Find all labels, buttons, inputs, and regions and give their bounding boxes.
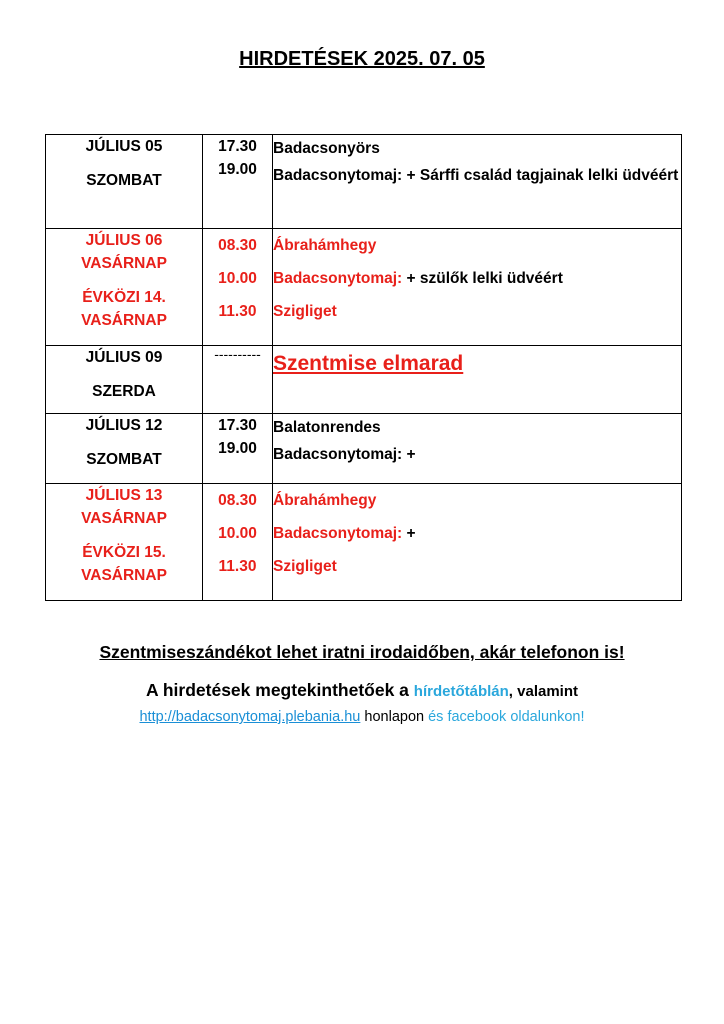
mass-time: 10.00 (218, 525, 257, 542)
place-name: Badacsonytomaj: (273, 446, 403, 463)
times-cell (203, 229, 273, 346)
places-cell (273, 229, 682, 346)
web-notice: http://badacsonytomaj.plebania.hu honlapon és facebook oldalunkon! (139, 709, 585, 725)
page-title: HIRDETÉSEK 2025. 07. 05 (239, 48, 485, 70)
table-row (46, 484, 682, 601)
times-cell (203, 135, 273, 229)
place-line (273, 517, 681, 550)
day-feast: ÉVKÖZI 15. (82, 544, 166, 561)
place-name: Szigliget (273, 558, 337, 575)
mass-time: 17.30 (218, 417, 257, 434)
dashes-cell: ---------- (203, 346, 273, 414)
times-cell (203, 414, 273, 484)
times-cell (203, 484, 273, 601)
intent-notice: Szentmiseszándékot lehet iratni irodaidőben, akár telefonon is! (99, 642, 625, 662)
mass-time: 19.00 (218, 161, 257, 178)
mass-intent: + (402, 525, 416, 542)
day-cell (46, 229, 203, 346)
place-name: Badacsonytomaj: (273, 270, 403, 287)
table-row (46, 346, 682, 414)
day-weekday: VASÁRNAP (81, 567, 167, 584)
mass-intent: + Sárffi család tagjainak lelki üdvéért (402, 167, 679, 184)
day-date: JÚLIUS 05 (85, 138, 163, 155)
mass-time: 17.30 (218, 138, 257, 155)
places-cell (273, 484, 682, 601)
facebook-text: és facebook oldalunkon! (428, 709, 585, 725)
day-date: JÚLIUS 13 (85, 487, 163, 504)
day-weekday: VASÁRNAP (81, 255, 167, 272)
place-name: Badacsonytomaj: (273, 525, 403, 542)
place-name: Badacsonytomaj: (273, 167, 403, 184)
day-cell (46, 135, 203, 229)
day-cell (46, 484, 203, 601)
day-weekday: VASÁRNAP (81, 510, 167, 527)
places-cell (273, 414, 682, 484)
mass-time: 19.00 (218, 440, 257, 457)
mass-time: 11.30 (218, 558, 257, 575)
day-date: JÚLIUS 09 (85, 349, 163, 366)
mass-time: 08.30 (218, 492, 257, 509)
place-line (273, 441, 681, 468)
place-line (273, 162, 681, 189)
places-cell (273, 135, 682, 229)
day-weekday: SZOMBAT (86, 172, 162, 189)
mass-intent: + (402, 446, 416, 463)
day-cell (46, 414, 203, 484)
day-date: JÚLIUS 06 (85, 232, 163, 249)
day-weekday: VASÁRNAP (81, 312, 167, 329)
place-name: Szigliget (273, 303, 337, 320)
place-name: Ábrahámhegy (273, 492, 377, 509)
place-name: Balatonrendes (273, 419, 381, 436)
notice-cell (273, 346, 682, 414)
schedule-table (45, 134, 682, 601)
day-weekday: SZOMBAT (86, 451, 162, 468)
table-row (46, 135, 682, 229)
table-row (46, 229, 682, 346)
website-link[interactable]: http://badacsonytomaj.plebania.hu (139, 709, 361, 725)
day-feast: ÉVKÖZI 14. (82, 289, 166, 306)
place-name: Ábrahámhegy (273, 237, 377, 254)
table-row (46, 414, 682, 484)
day-weekday: SZERDA (92, 383, 156, 400)
mass-time: 08.30 (218, 237, 257, 254)
mass-time: 10.00 (218, 270, 257, 287)
mass-intent: + szülők lelki üdvéért (402, 270, 563, 287)
mass-cancelled-notice: Szentmise elmarad (273, 352, 464, 375)
place-line: Badacsonyörs (273, 140, 380, 157)
day-cell (46, 346, 203, 414)
noticeboard-text: hírdetőtáblán (413, 683, 509, 700)
mass-time: 11.30 (218, 303, 257, 320)
day-date: JÚLIUS 12 (85, 417, 163, 434)
place-line (273, 262, 681, 295)
viewing-notice: A hirdetések megtekinthetőek a hírdetőtáblán, valamint (146, 680, 578, 700)
